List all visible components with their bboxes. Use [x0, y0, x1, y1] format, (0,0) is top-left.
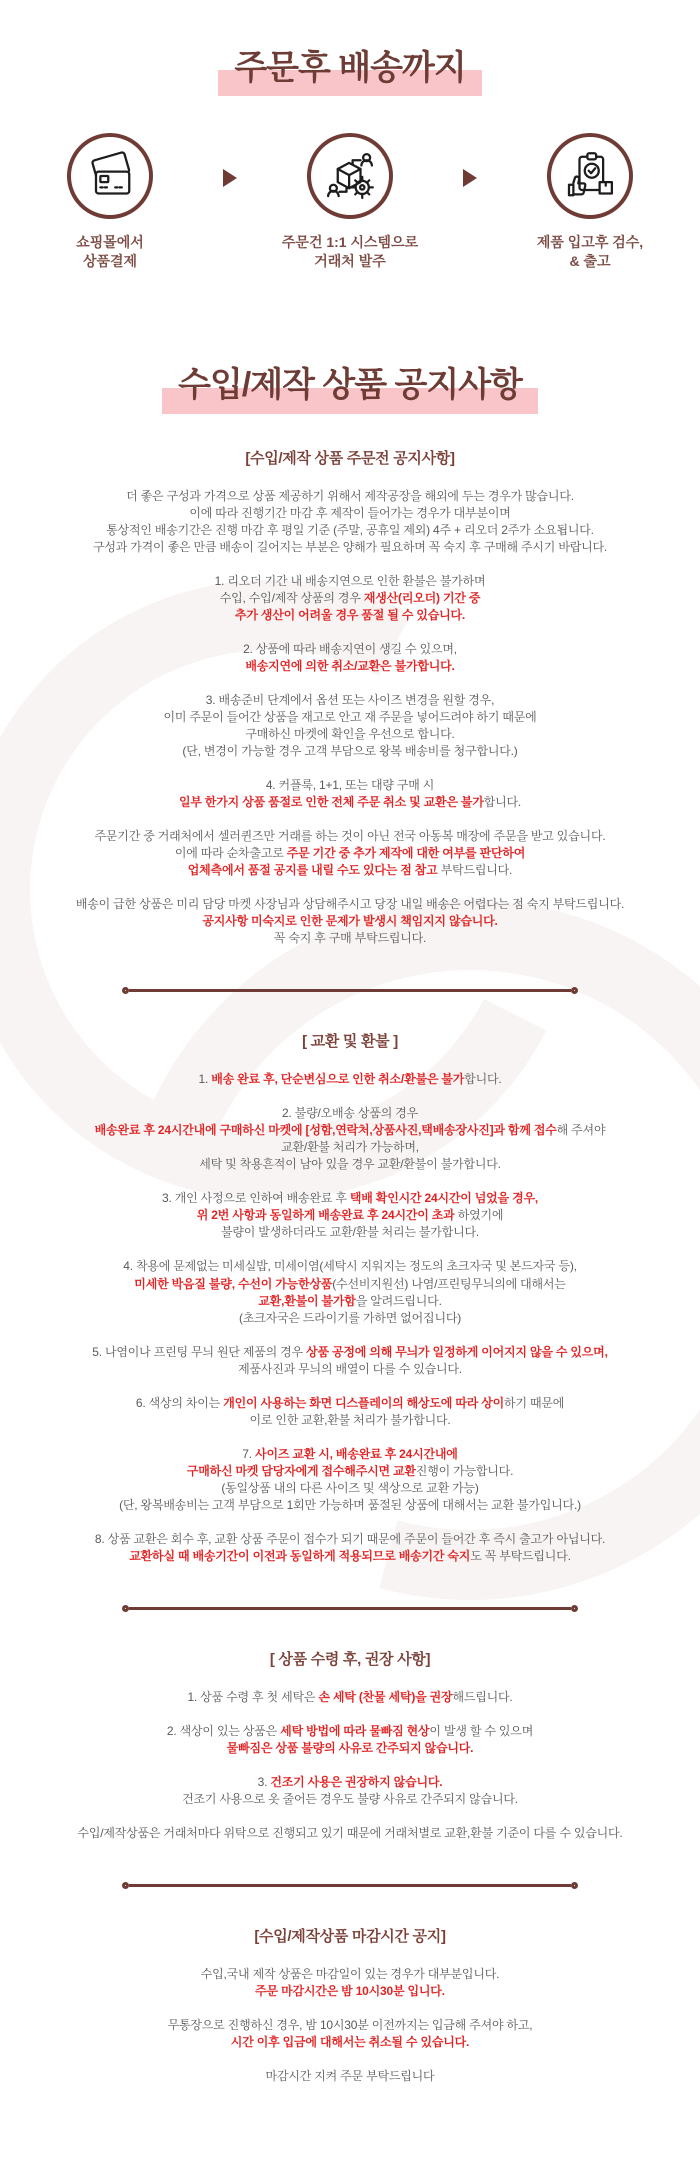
- notice-paragraph: [24, 1446, 676, 1514]
- order-system-icon: [322, 148, 378, 204]
- notice-paragraph: [24, 828, 676, 879]
- emphasis-text: 개인이 사용하는 화면 디스플레이의 해상도에 따라 상이: [223, 1395, 505, 1410]
- body-text: 이미 주문이 들어간 상품을 재고로 안고 재 주문을 넣어드려야 하기 때문에: [163, 709, 537, 724]
- body-text: (단, 왕복배송비는 고객 부담으로 1회만 가능하며 품절된 상품에 대해서는 교환 불가입니다.): [119, 1497, 581, 1512]
- emphasis-text: 교환,환불이 불가함: [258, 1293, 356, 1308]
- notice-section-after-receipt: [0, 1648, 700, 1842]
- body-text: 더 좋은 구성과 가격으로 상품 제공하기 위해서 제작공장을 해외에 두는 경우가 많습니다.: [126, 488, 574, 503]
- body-text: 이에 따라 순차출고로: [174, 846, 287, 861]
- body-text: 마감시간 지켜 주문 부탁드립니다: [265, 2069, 435, 2084]
- body-text: (동일상품 내의 다른 사이즈 및 색상으로 교환 가능): [221, 1480, 479, 1495]
- notice-paragraph: [24, 1774, 676, 1808]
- body-text: 2. 상품에 따라 배송지연이 생길 수 있으며,: [243, 641, 457, 656]
- notice-section-deadline-notice: [0, 1925, 700, 2085]
- body-text: 수입,국내 제작 상품은 마감일이 있는 경우가 대부분입니다.: [200, 1967, 500, 1982]
- step-label-line: 주문건 1:1 시스템으로: [281, 234, 419, 251]
- section-divider: [122, 1882, 578, 1889]
- divider-line: [129, 1607, 571, 1610]
- process-step-order-system: [265, 133, 435, 271]
- process-step-payment: [25, 133, 195, 271]
- body-text: 건조기 사용으로 옷 줄어든 경우도 불량 사유로 간주되지 않습니다.: [182, 1792, 518, 1807]
- body-text: 8. 상품 교환은 회수 후, 교환 상품 주문이 접수가 되기 때문에 주문이 들어간 후 즉시 출고가 아닙니다.: [94, 1531, 606, 1546]
- divider-endpoint-right: [571, 1882, 578, 1889]
- emphasis-text: 주문 기간 중 추가 제작에 대한 여부를 판단하여: [286, 846, 526, 861]
- emphasis-text: 추가 생산이 어려울 경우 품절 될 수 있습니다.: [234, 607, 466, 622]
- divider-endpoint-right: [571, 987, 578, 994]
- body-text: 4. 커플룩, 1+1, 또는 대량 구매 시: [265, 777, 435, 792]
- emphasis-text: 공지사항 미숙지로 인한 문제가 발생시 책임지지 않습니다.: [202, 914, 498, 929]
- notice-paragraph: [24, 1071, 676, 1088]
- body-text: (초크자국은 드라이기를 가하면 없어집니다): [238, 1310, 462, 1325]
- emphasis-text: 세탁 방법에 따라 물빠짐 현상: [280, 1723, 430, 1738]
- emphasis-text: 사이즈 교환 시, 배송완료 후 24시간내에: [255, 1446, 458, 1461]
- notice-paragraph: [24, 1395, 676, 1429]
- body-text: 1.: [198, 1072, 212, 1087]
- body-text: 수입/제작상품은 거래처마다 위탁으로 진행되고 있기 때문에 거래처별로 교환,환불 기준이 다를 수 있습니다.: [77, 1826, 623, 1841]
- inspection-shipping-icon: [562, 148, 618, 204]
- body-text: 해 주셔야: [556, 1123, 606, 1138]
- body-text: 제품사진과 무늬의 배열이 다를 수 있습니다.: [238, 1361, 462, 1376]
- body-text: 부탁드립니다.: [440, 863, 513, 878]
- section-divider: [122, 987, 578, 994]
- emphasis-text: 업체측에서 품절 공지를 내릴 수도 있다는 점 참고: [187, 863, 441, 878]
- body-text: 진행이 가능합니다.: [415, 1463, 514, 1478]
- emphasis-text: 건조기 사용은 권장하지 않습니다.: [270, 1775, 443, 1789]
- body-text: 7.: [242, 1446, 256, 1461]
- step-label-line: 거래처 발주: [314, 253, 386, 270]
- body-text: 해드립니다.: [452, 1689, 513, 1704]
- step-circle: [67, 133, 153, 219]
- notice-title: 수입/제작 상품 공지사항: [178, 366, 522, 405]
- flow-arrow-icon: [223, 169, 237, 187]
- emphasis-text: 주문 마감시간은 밤 10시30분 입니다.: [255, 1984, 445, 1999]
- body-text: 불량이 발생하더라도 교환/환불 처리는 불가합니다.: [220, 1225, 480, 1240]
- divider-endpoint-right: [571, 1605, 578, 1612]
- body-text: (수선비지원선) 나염/프린팅무늬의에 대해서는: [332, 1276, 566, 1291]
- emphasis-text: 일부 한가지 상품 품절로 인한 전체 주문 취소 및 교환은 불가: [178, 795, 484, 809]
- step-circle: [547, 133, 633, 219]
- divider-endpoint-left: [122, 1882, 129, 1889]
- emphasis-text: 구매하신 마켓 담당자에게 접수해주시면 교환: [186, 1463, 416, 1478]
- body-text: 세탁 및 착용흔적이 남아 있을 경우 교환/환불이 불가합니다.: [199, 1157, 501, 1172]
- notice-paragraph: [24, 1105, 676, 1173]
- body-text: 5. 나염이나 프린팅 무늬 원단 제품의 경우: [92, 1344, 307, 1359]
- notice-paragraph: [24, 1966, 676, 2000]
- body-text: 구매하신 마켓에 확인을 우선으로 합니다.: [245, 726, 455, 741]
- body-text: 구성과 가격이 좋은 만큼 배송이 길어지는 부분은 양해가 필요하며 꼭 숙지 후 구매해 주시기 바랍니다.: [92, 539, 608, 554]
- page-title: 주문후 배송까지: [234, 49, 466, 87]
- emphasis-text: 위 2번 사항과 동일하게 배송완료 후 24시간이 초과: [196, 1208, 458, 1223]
- divider-endpoint-left: [122, 987, 129, 994]
- body-text: (단, 변경이 가능할 경우 고객 부담으로 왕복 배송비를 청구합니다.): [182, 743, 518, 758]
- emphasis-text: 택배 확인시간 24시간이 넘었을 경우,: [349, 1191, 538, 1206]
- body-text: 3. 개인 사정으로 인하여 배송완료 후: [161, 1191, 350, 1206]
- body-text: 을 알려드립니다.: [355, 1293, 442, 1308]
- body-text: 3. 배송준비 단계에서 옵션 또는 사이즈 변경을 원할 경우,: [205, 692, 495, 707]
- step-label-line: & 출고: [569, 253, 611, 270]
- step-label-line: 상품결제: [82, 253, 138, 270]
- flow-arrow-icon: [463, 169, 477, 187]
- body-text: 합니다.: [483, 795, 522, 809]
- notice-paragraph: [24, 896, 676, 947]
- notice-paragraph: [24, 777, 676, 811]
- step-circle: [307, 133, 393, 219]
- section-divider: [122, 1605, 578, 1612]
- section-header: [수입/제작상품 마감시간 공지]: [254, 1928, 446, 1946]
- section-header: [수입/제작 상품 주문전 공지사항]: [245, 449, 455, 467]
- notice-paragraph: [24, 1531, 676, 1565]
- body-text: 2. 색상이 있는 상품은: [166, 1723, 281, 1738]
- notice-paragraph: [24, 488, 676, 556]
- step-label-line: 쇼핑몰에서: [76, 234, 144, 251]
- notice-paragraph: [24, 2068, 676, 2085]
- body-text: 주문기간 중 거래처에서 셀러퀸즈만 거래를 하는 것이 아닌 전국 아동복 매장에 주문을 받고 있습니다.: [94, 829, 606, 844]
- notice-paragraph: [24, 1344, 676, 1378]
- body-text: 꼭 숙지 후 구매 부탁드립니다.: [273, 931, 427, 946]
- notice-paragraph: [24, 641, 676, 675]
- body-text: 통상적인 배송기간은 진행 마감 후 평일 기준 (주말, 공휴일 제외) 4주 + 리오더 2주가 소요됩니다.: [106, 522, 594, 537]
- body-text: 교환/환불 처리가 가능하며,: [281, 1140, 419, 1155]
- body-text: 하기 때문에: [504, 1395, 565, 1410]
- process-step-inspection: [505, 133, 675, 271]
- divider-line: [129, 989, 571, 992]
- body-text: 1. 상품 수령 후 첫 세탁은: [187, 1689, 319, 1704]
- order-process-flow: [0, 133, 700, 271]
- body-text: 무통장으로 진행하신 경우, 밤 10시30분 이전까지는 입금해 주셔야 하고,: [167, 2018, 533, 2033]
- notice-paragraph: [24, 1190, 676, 1241]
- notice-paragraph: [24, 573, 676, 624]
- step-label-line: 제품 입고후 검수,: [536, 234, 644, 251]
- emphasis-text: 상품 공정에 의해 무늬가 일정하게 이어지지 않을 수 있으며,: [306, 1344, 608, 1359]
- body-text: 도 꼭 부탁드립니다.: [470, 1548, 571, 1563]
- notice-paragraph: [24, 1689, 676, 1706]
- notice-paragraph: [24, 1258, 676, 1326]
- body-text: 합니다.: [464, 1072, 502, 1087]
- notice-paragraph: [24, 2017, 676, 2051]
- section-header: [ 상품 수령 후, 권장 사항]: [269, 1650, 431, 1668]
- notice-paragraph: [24, 692, 676, 760]
- body-text: 하였기에: [457, 1208, 504, 1223]
- section-header: [ 교환 및 환불 ]: [302, 1033, 398, 1051]
- body-text: 배송이 급한 상품은 미리 담당 마켓 사장님과 상담해주시고 당장 내일 배송은 어렵다는 점 숙지 부탁드립니다.: [75, 897, 625, 912]
- payment-card-icon: [82, 148, 138, 204]
- emphasis-text: 손 세탁 (찬물 세탁)을 권장: [318, 1689, 453, 1704]
- emphasis-text: 미세한 박음질 불량, 수선이 가능한상품: [134, 1276, 333, 1291]
- body-text: 3.: [257, 1775, 271, 1789]
- emphasis-text: 재생산(리오더) 기간 중: [363, 590, 481, 605]
- body-text: 4. 착용에 문제없는 미세실밥, 미세이염(세탁시 지워지는 정도의 초크자국 및 본드자국 등),: [123, 1259, 577, 1274]
- emphasis-text: 배송 완료 후, 단순변심으로 인한 취소/환불은 불가: [211, 1072, 465, 1087]
- notice-sections: [0, 447, 700, 2162]
- emphasis-text: 배송지연에 의한 취소/교환은 불가합니다.: [245, 658, 455, 673]
- divider-line: [129, 1884, 571, 1887]
- emphasis-text: 배송완료 후 24시간내에 구매하신 마켓에 [성함,연락처,상품사진,택배송장사진]과 함께 접수: [94, 1123, 557, 1138]
- divider-endpoint-left: [122, 1605, 129, 1612]
- emphasis-text: 물빠짐은 상품 불량의 사유로 간주되지 않습니다.: [226, 1740, 474, 1755]
- body-text: 1. 리오더 기간 내 배송지연으로 인한 환불은 불가하며: [214, 573, 486, 588]
- body-text: 이 발생 할 수 있으며: [429, 1723, 534, 1738]
- body-text: 수입, 수입/제작 상품의 경우: [219, 590, 364, 605]
- emphasis-text: 시간 이후 입금에 대해서는 취소될 수 있습니다.: [230, 2035, 470, 2050]
- notice-section-pre-order-notice: [0, 447, 700, 948]
- body-text: 2. 불량/오배송 상품의 경우: [281, 1106, 419, 1121]
- body-text: 이에 따라 진행기간 마감 후 제작이 들어가는 경우가 대부분이며: [189, 505, 511, 520]
- emphasis-text: 교환하실 때 배송기간이 이전과 동일하게 적용되므로 배송기간 숙지: [129, 1548, 471, 1563]
- body-text: 6. 색상의 차이는: [135, 1395, 224, 1410]
- notice-paragraph: [24, 1825, 676, 1842]
- notice-paragraph: [24, 1723, 676, 1757]
- body-text: 이로 인한 교환,환불 처리가 불가합니다.: [249, 1412, 451, 1427]
- notice-section-exchange-refund: [0, 1030, 700, 1565]
